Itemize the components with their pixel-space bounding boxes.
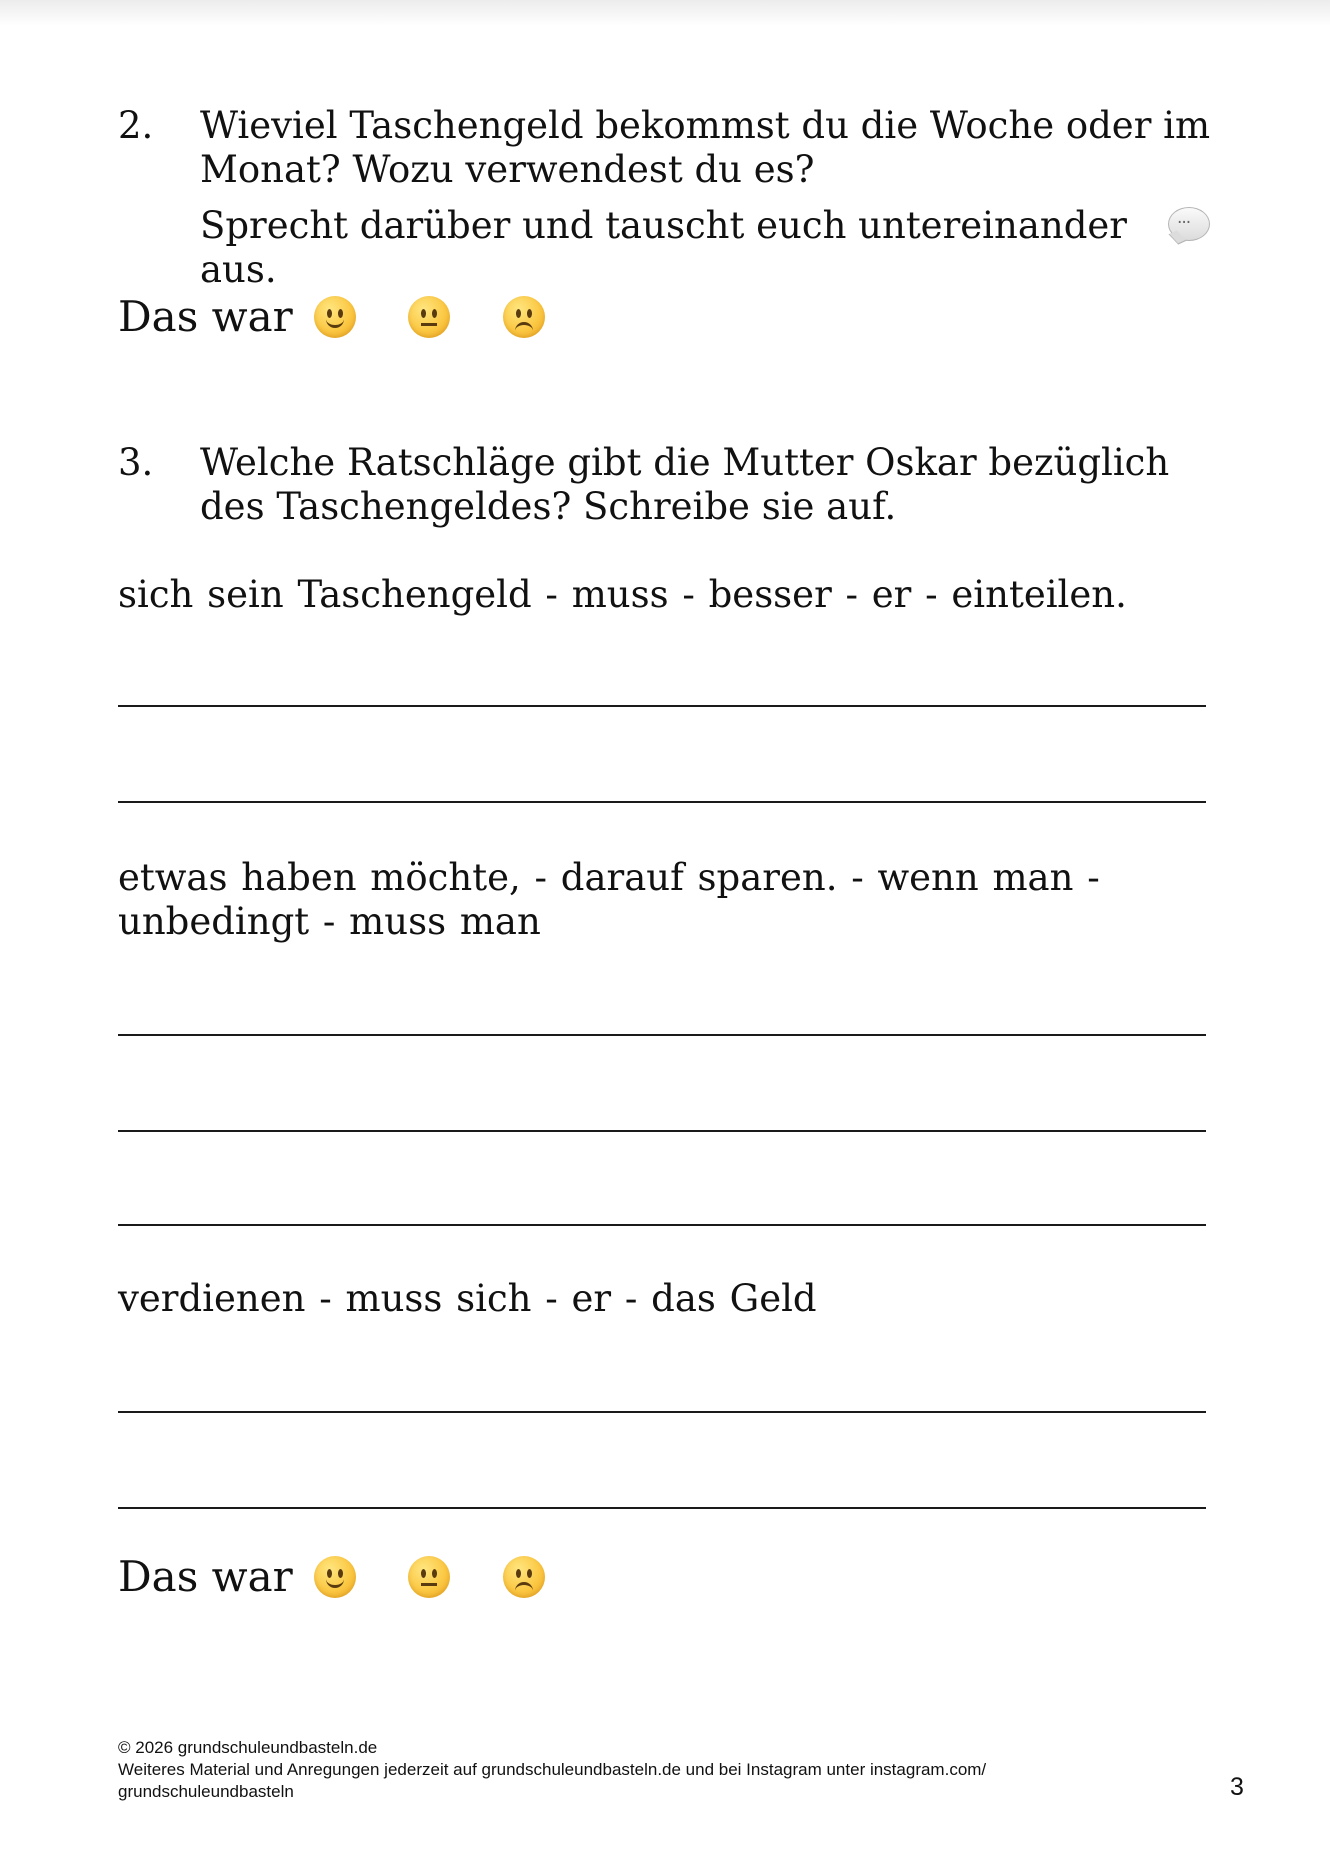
writing-line[interactable] bbox=[118, 1507, 1206, 1509]
footer-note: Weiteres Material und Anregungen jederzeit auf grundschuleundbasteln.de und bei Instagram unter instagram.com/ grundschuleundbasteln bbox=[118, 1760, 987, 1801]
task-2-instruction: Sprecht darüber und tauscht euch untereinander aus. bbox=[200, 204, 1127, 291]
frowning-face-icon[interactable] bbox=[503, 296, 545, 338]
task-3-number: 3. bbox=[118, 441, 154, 484]
neutral-face-icon[interactable] bbox=[408, 296, 450, 338]
slightly-smiling-face-icon[interactable] bbox=[314, 296, 356, 338]
footer-copyright: © 2026 grundschuleundbasteln.de bbox=[118, 1738, 378, 1757]
writing-line[interactable] bbox=[118, 705, 1206, 707]
scrambled-sentence-3: verdienen - muss sich - er - das Geld bbox=[118, 1277, 817, 1320]
writing-line[interactable] bbox=[118, 1411, 1206, 1413]
page-top-shadow bbox=[0, 0, 1330, 26]
writing-line[interactable] bbox=[118, 801, 1206, 803]
speech-bubble-icon: ··· bbox=[1168, 207, 1210, 241]
page-number: 3 bbox=[1230, 1773, 1244, 1801]
neutral-face-icon[interactable] bbox=[408, 1556, 450, 1598]
rating-label: Das war bbox=[118, 1552, 293, 1601]
writing-line[interactable] bbox=[118, 1224, 1206, 1226]
scrambled-sentence-2: etwas haben möchte, - darauf sparen. - wenn man - unbedingt - muss man bbox=[118, 856, 1100, 943]
task-3-question: Welche Ratschläge gibt die Mutter Oskar bezüglich des Taschengeldes? Schreibe sie auf. bbox=[200, 441, 1170, 528]
frowning-face-icon[interactable] bbox=[503, 1556, 545, 1598]
task-2-number: 2. bbox=[118, 104, 154, 147]
scrambled-sentence-1: sich sein Taschengeld - muss - besser - er - einteilen. bbox=[118, 573, 1127, 616]
writing-line[interactable] bbox=[118, 1130, 1206, 1132]
writing-line[interactable] bbox=[118, 1034, 1206, 1036]
slightly-smiling-face-icon[interactable] bbox=[314, 1556, 356, 1598]
task-2-question: Wieviel Taschengeld bekommst du die Woche oder im Monat? Wozu verwendest du es? bbox=[200, 104, 1211, 191]
rating-label: Das war bbox=[118, 292, 293, 341]
